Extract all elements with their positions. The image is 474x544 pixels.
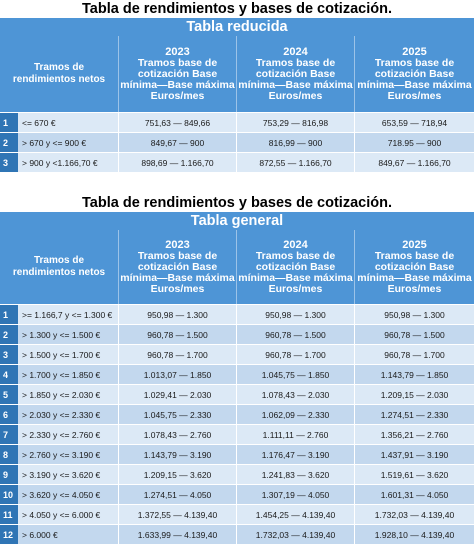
row-tramo: > 670 y <= 900 € [18,133,118,152]
tabla-reducida [0,0,474,172]
row-tramo: > 2.330 y <= 2.760 € [18,425,118,444]
row-value-1: 960,78 — 1.500 [236,325,354,344]
table-subtitle: Tabla general [0,212,474,230]
row-number: 3 [0,153,18,172]
header-year-label: Tramos base de cotización Base mínima—Base máxima Euros/mes [357,249,472,295]
table-row [0,424,474,444]
row-value-2: 1.143,79 — 1.850 [354,365,474,384]
table-subtitle: Tabla reducida [0,18,474,36]
row-value-1: 1.062,09 — 2.330 [236,405,354,424]
row-value-2: 950,98 — 1.300 [354,305,474,324]
row-number: 1 [0,113,18,132]
row-value-2: 1.437,91 — 3.190 [354,445,474,464]
row-number: 11 [0,505,18,524]
row-number: 6 [0,405,18,424]
row-value-2: 1.601,31 — 4.050 [354,485,474,504]
row-tramo: > 2.030 y <= 2.330 € [18,405,118,424]
row-value-0: 960,78 — 1.700 [118,345,236,364]
table-row [0,304,474,324]
row-value-1: 816,99 — 900 [236,133,354,152]
header-year-value: 2024 [283,45,308,58]
table-row [0,404,474,424]
row-value-2: 1.274,51 — 2.330 [354,405,474,424]
row-value-0: 1.029,41 — 2.030 [118,385,236,404]
header-year-1 [236,36,354,112]
row-value-2: 1.519,61 — 3.620 [354,465,474,484]
row-value-1: 1.307,19 — 4.050 [236,485,354,504]
row-value-2: 1.356,21 — 2.760 [354,425,474,444]
row-value-2: 960,78 — 1.700 [354,345,474,364]
row-tramo: > 6.000 € [18,525,118,544]
row-value-1: 1.111,11 — 2.760 [236,425,354,444]
row-tramo: > 900 y <1.166,70 € [18,153,118,172]
row-value-0: 1.372,55 — 4.139,40 [118,505,236,524]
row-number: 5 [0,385,18,404]
row-value-0: 1.633,99 — 4.139,40 [118,525,236,544]
header-year-label: Tramos base de cotización Base mínima—Base máxima Euros/mes [238,249,353,295]
row-tramo: > 2.760 y <= 3.190 € [18,445,118,464]
header-year-1 [236,230,354,304]
row-value-1: 1.454,25 — 4.139,40 [236,505,354,524]
table-row [0,484,474,504]
row-value-0: 1.078,43 — 2.760 [118,425,236,444]
header-year-2 [354,230,474,304]
row-value-1: 1.241,83 — 3.620 [236,465,354,484]
row-value-2: 849,67 — 1.166,70 [354,153,474,172]
row-value-0: 950,98 — 1.300 [118,305,236,324]
header-year-value: 2025 [402,45,427,58]
row-tramo: > 1.850 y <= 2.030 € [18,385,118,404]
table-row [0,132,474,152]
row-value-2: 1.732,03 — 4.139,40 [354,505,474,524]
header-year-value: 2024 [283,238,308,251]
row-value-0: 1.143,79 — 3.190 [118,445,236,464]
row-value-0: 751,63 — 849,66 [118,113,236,132]
row-number: 7 [0,425,18,444]
row-value-2: 960,78 — 1.500 [354,325,474,344]
header-year-value: 2023 [165,45,190,58]
row-number: 2 [0,325,18,344]
table-row [0,524,474,544]
row-value-0: 1.045,75 — 2.330 [118,405,236,424]
row-tramo: > 4.050 y <= 6.000 € [18,505,118,524]
header-year-value: 2023 [165,238,190,251]
table-row [0,112,474,132]
tabla-general [0,194,474,544]
table-title: Tabla de rendimientos y bases de cotización. [0,194,474,212]
row-tramo: > 3.190 y <= 3.620 € [18,465,118,484]
table-row [0,384,474,404]
table-header [0,230,474,304]
row-value-0: 1.013,07 — 1.850 [118,365,236,384]
row-value-1: 950,98 — 1.300 [236,305,354,324]
header-year-2 [354,36,474,112]
row-number: 2 [0,133,18,152]
table-row [0,504,474,524]
row-value-1: 1.732,03 — 4.139,40 [236,525,354,544]
row-value-2: 1.209,15 — 2.030 [354,385,474,404]
table-title: Tabla de rendimientos y bases de cotización. [0,0,474,18]
row-value-2: 653,59 — 718,94 [354,113,474,132]
row-tramo: > 1.500 y <= 1.700 € [18,345,118,364]
row-value-2: 1.928,10 — 4.139,40 [354,525,474,544]
row-value-2: 718.95 — 900 [354,133,474,152]
table-row [0,344,474,364]
row-number: 8 [0,445,18,464]
row-value-1: 1.045,75 — 1.850 [236,365,354,384]
row-number: 9 [0,465,18,484]
row-value-1: 1.078,43 — 2.030 [236,385,354,404]
row-tramo: > 1.700 y <= 1.850 € [18,365,118,384]
row-value-1: 960,78 — 1.700 [236,345,354,364]
row-tramo: > 3.620 y <= 4.050 € [18,485,118,504]
header-year-0 [118,230,236,304]
header-year-label: Tramos base de cotización Base mínima—Base máxima Euros/mes [120,249,235,295]
row-tramo: >= 1.166,7 y <= 1.300 € [18,305,118,324]
table-row [0,444,474,464]
table-row [0,152,474,172]
header-tramos: Tramos de rendimientos netos [12,255,106,278]
row-tramo: <= 670 € [18,113,118,132]
row-number: 3 [0,345,18,364]
table-row [0,324,474,344]
table-header [0,36,474,112]
header-year-0 [118,36,236,112]
table-row [0,464,474,484]
header-year-label: Tramos base de cotización Base mínima—Base máxima Euros/mes [120,56,235,102]
row-value-0: 1.209,15 — 3.620 [118,465,236,484]
header-year-value: 2025 [402,238,427,251]
table-row [0,364,474,384]
header-year-label: Tramos base de cotización Base mínima—Base máxima Euros/mes [238,56,353,102]
header-year-label: Tramos base de cotización Base mínima—Base máxima Euros/mes [357,56,472,102]
row-number: 12 [0,525,18,544]
row-tramo: > 1.300 y <= 1.500 € [18,325,118,344]
row-number: 10 [0,485,18,504]
row-value-1: 872,55 — 1.166,70 [236,153,354,172]
row-value-0: 898,69 — 1.166,70 [118,153,236,172]
row-value-0: 960,78 — 1.500 [118,325,236,344]
row-value-0: 1.274,51 — 4.050 [118,485,236,504]
row-value-1: 753,29 — 816,98 [236,113,354,132]
row-number: 1 [0,305,18,324]
header-tramos: Tramos de rendimientos netos [12,62,106,85]
row-value-0: 849,67 — 900 [118,133,236,152]
row-number: 4 [0,365,18,384]
row-value-1: 1.176,47 — 3.190 [236,445,354,464]
